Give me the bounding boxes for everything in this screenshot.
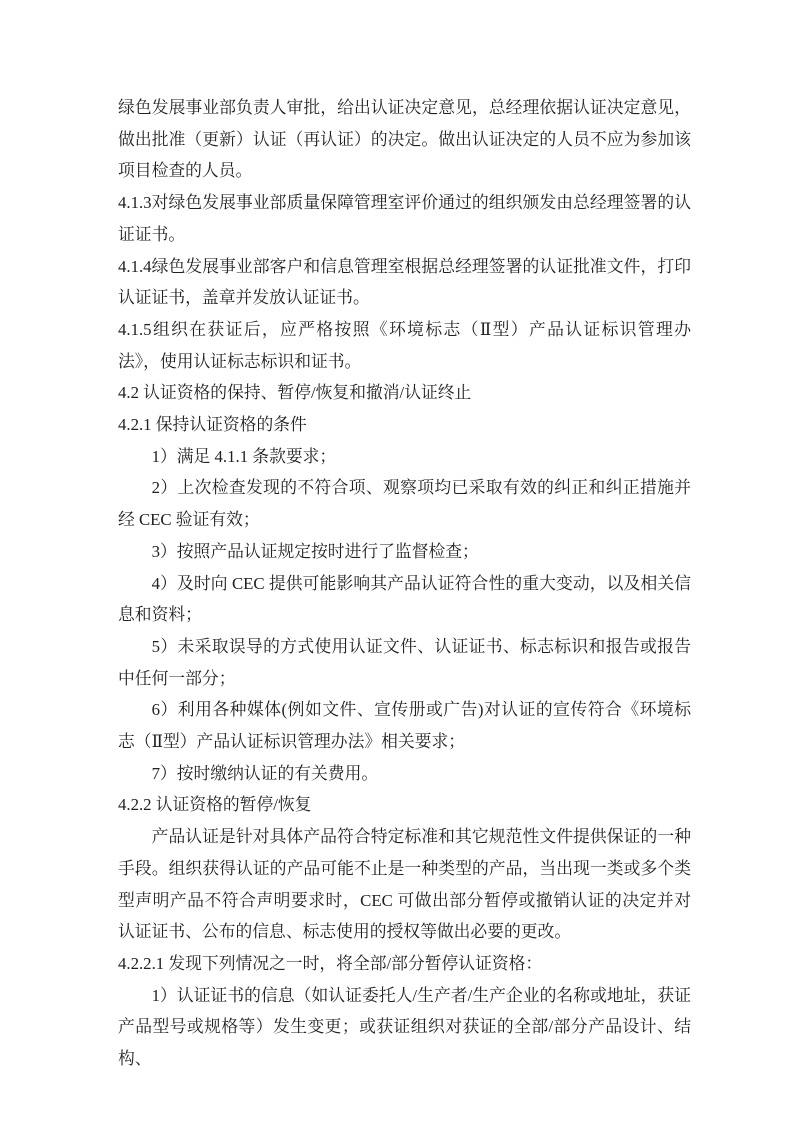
list-item-1: 1）满足 4.1.1 条款要求； xyxy=(151,446,337,466)
paragraph-continuation: 绿色发展事业部负责人审批，给出认证决定意见，总经理依据认证决定意见，做出批准（更新）认证（再认证）的决定。做出认证决定的人员不应为参加该项目检查的人员。 xyxy=(118,98,691,181)
clause-4-1-5: 4.1.5组织在获证后，应严格按照《环境标志（Ⅱ型）产品认证标识管理办法》，使用认证标志标识和证书。 xyxy=(118,319,691,371)
list-item-3: 3）按照产品认证规定按时进行了监督检查； xyxy=(151,541,479,561)
clause-4-1-4: 4.1.4绿色发展事业部客户和信息管理室根据总经理签署的认证批准文件，打印认证证书，盖章并发放认证证书。 xyxy=(118,256,691,308)
list-item-2: 2）上次检查发现的不符合项、观察项均已采取有效的纠正和纠正措施并经 CEC 验证有效； xyxy=(118,478,691,530)
paragraph-product-certification: 产品认证是针对具体产品符合特定标准和其它规范性文件提供保证的一种手段。组织获得认证的产品可能不止是一种类型的产品，当出现一类或多个类型声明产品不符合声明要求时，CEC 可做出部分暂停或撤销认证的决定并对认证证书、公布的信息、标志使用的授权等做出必要的更改。 xyxy=(118,827,691,942)
clause-4-1-3: 4.1.3对绿色发展事业部质量保障管理室评价通过的组织颁发由总经理签署的认证证书。 xyxy=(118,193,691,244)
list-item-7: 7）按时缴纳认证的有关费用。 xyxy=(151,763,379,783)
list-item-5: 5）未采取误导的方式使用认证文件、认证证书、标志标识和报告或报告中任何一部分； xyxy=(118,636,691,688)
list-item-6: 6）利用各种媒体(例如文件、宣传册或广告)对认证的宣传符合《环境标志（Ⅱ型）产品认证标识管理办法》相关要求； xyxy=(118,700,691,752)
heading-4-2-2: 4.2.2 认证资格的暂停/恢复 xyxy=(118,795,312,815)
list-item-suspend-1: 1）认证证书的信息（如认证委托人/生产者/生产企业的名称或地址，获证产品型号或规格等）发生变更；或获证组织对获证的全部/部分产品设计、结构、 xyxy=(118,985,691,1069)
document-body xyxy=(118,92,691,1075)
heading-4-2: 4.2 认证资格的保持、暂停/恢复和撤消/认证终止 xyxy=(118,383,472,403)
heading-4-2-2-1: 4.2.2.1 发现下列情况之一时，将全部/部分暂停认证资格： xyxy=(118,953,543,973)
list-item-4: 4）及时向 CEC 提供可能影响其产品认证符合性的重大变动，以及相关信息和资料； xyxy=(118,573,691,625)
heading-4-2-1: 4.2.1 保持认证资格的条件 xyxy=(118,415,307,435)
